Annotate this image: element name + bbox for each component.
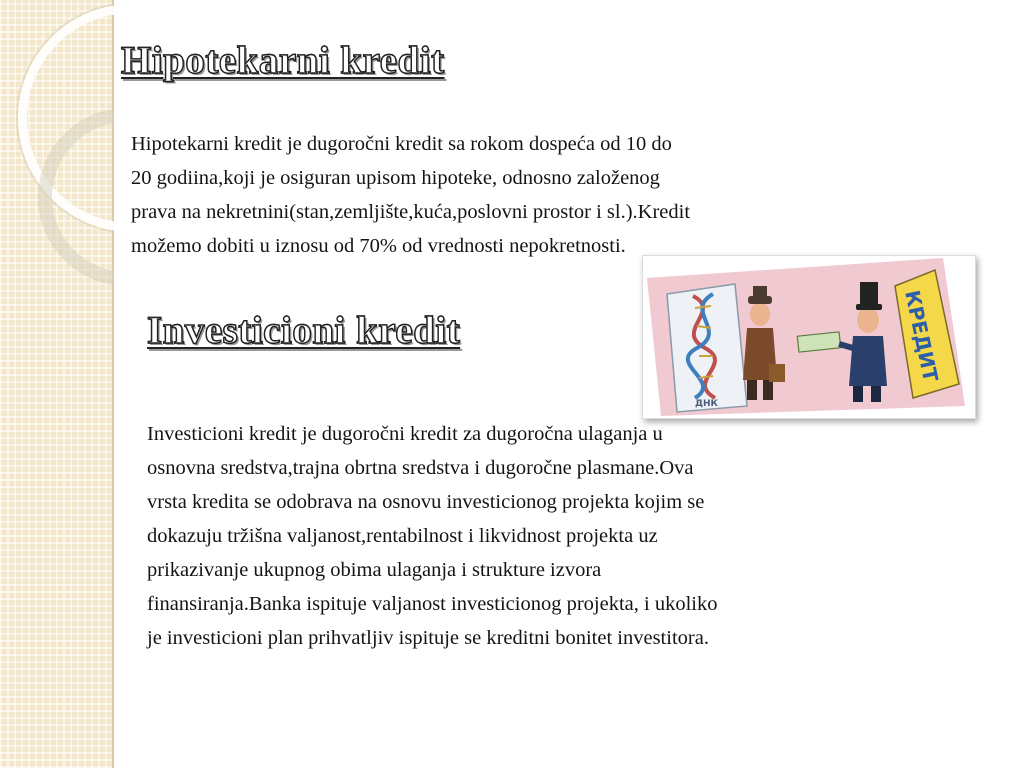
heading-investment-loan: Investicioni kredit bbox=[147, 309, 461, 352]
text-line: finansiranja.Banka ispituje valjanost investicionog projekta, i ukoliko bbox=[147, 593, 718, 615]
text-line: 20 godiina,koji je osiguran upisom hipoteke, odnosno založenog bbox=[131, 167, 660, 189]
heading-mortgage-loan: Hipotekarni kredit bbox=[121, 39, 445, 82]
text-line: prikazivanje ukupnog obima ulaganja i strukture izvora bbox=[147, 559, 602, 581]
text-line: Investicioni kredit je dugoročni kredit za dugoročna ulaganja u bbox=[147, 423, 663, 445]
paragraph-mortgage-loan bbox=[131, 127, 921, 263]
text-line: dokazuju tržišna valjanost,rentabilnost i likvidnost projekta uz bbox=[147, 525, 658, 547]
text-line: možemo dobiti u iznosu od 70% od vrednosti nepokretnosti. bbox=[131, 235, 626, 257]
text-line: vrsta kredita se odobrava na osnovu investicionog projekta kojim se bbox=[147, 491, 705, 513]
text-line: je investicioni plan prihvatljiv ispituje se kreditni bonitet investitora. bbox=[147, 627, 709, 649]
dna-label: ДНК bbox=[695, 399, 718, 409]
paragraph-investment-loan bbox=[147, 417, 947, 655]
text-line: Hipotekarni kredit je dugoročni kredit sa rokom dospeća od 10 do bbox=[131, 133, 672, 155]
text-line: prava na nekretnini(stan,zemljište,kuća,poslovni prostor i sl.).Kredit bbox=[131, 201, 691, 223]
kredit-label: КРЕДИТ bbox=[900, 288, 943, 384]
text-line: osnovna sredstva,trajna obrtna sredstva i dugoročne plasmane.Ova bbox=[147, 457, 694, 479]
credit-cartoon-illustration bbox=[643, 256, 975, 418]
credit-cartoon-image bbox=[642, 255, 976, 419]
